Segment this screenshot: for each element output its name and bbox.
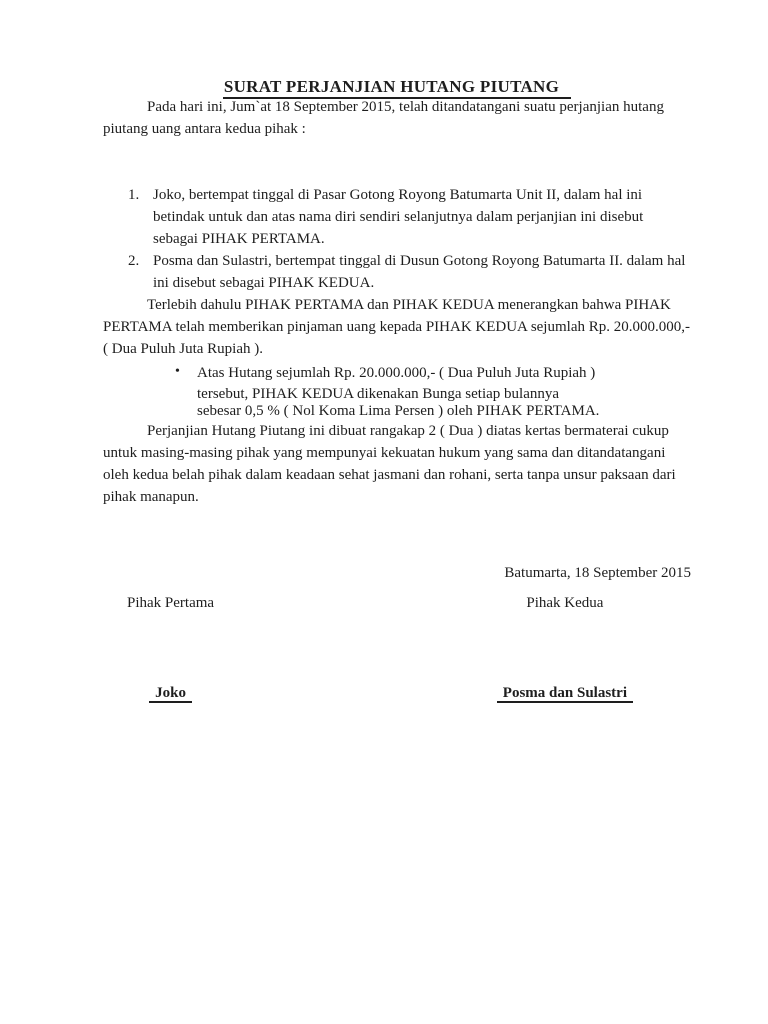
list-number-second: 2.	[128, 253, 140, 269]
first-party-signature-name	[127, 682, 214, 704]
interest-clause-line-1: Atas Hutang sejumlah Rp. 20.000.000,- ( Dua Puluh Juta Rupiah )	[197, 365, 596, 381]
closing-paragraph: Perjanjian Hutang Piutang ini dibuat rangakap 2 ( Dua ) diatas kertas bermaterai cukup untuk masing-masing pihak yang mempunyai kekuatan hukum yang sama dan ditandatangani oleh kedua belah pihak dalam keadaan sehat jasmani dan rohani, serta tanpa unsur paksaan dari pihak manapun.	[103, 423, 676, 505]
party-text-first: Joko, bertempat tinggal di Pasar Gotong Royong Batumarta Unit II, dalam hal ini betindak untuk dan atas nama diri sendiri selanjutnya dalam perjanjian ini disebut sebagai PIHAK PERTAMA.	[153, 187, 644, 247]
document-title	[103, 78, 691, 96]
second-party-signature-text: Posma dan Sulastri	[497, 685, 633, 703]
party-text-second: Posma dan Sulastri, bertempat tinggal di Dusun Gotong Royong Batumarta II. dalam hal ini disebut sebagai PIHAK KEDUA.	[153, 253, 686, 291]
signature-row	[103, 592, 691, 704]
date-line: Batumarta, 18 September 2015	[504, 565, 691, 581]
opening-paragraph: Pada hari ini, Jum`at 18 September 2015, telah ditandatangani suatu perjanjian hutang piutang uang antara kedua pihak :	[103, 99, 664, 137]
loan-paragraph: Terlebih dahulu PIHAK PERTAMA dan PIHAK KEDUA menerangkan bahwa PIHAK PERTAMA telah memberikan pinjaman uang kepada PIHAK KEDUA sejumlah Rp. 20.000.000,- ( Dua Puluh Juta Rupiah ).	[103, 297, 690, 357]
parties-list	[103, 184, 691, 294]
bullet-icon: •	[175, 364, 180, 379]
interest-clause-line-2: tersebut, PIHAK KEDUA dikenakan Bunga setiap bulannya	[197, 386, 560, 402]
second-party-column	[497, 592, 633, 704]
second-party-label: Pihak Kedua	[526, 595, 604, 611]
list-number-first: 1.	[128, 187, 140, 203]
party-item-second	[128, 250, 691, 294]
document-title-text: SURAT PERJANJIAN HUTANG PIUTANG	[223, 77, 571, 99]
party-item-first	[128, 184, 691, 250]
interest-clause-line-3: sebesar 0,5 % ( Nol Koma Lima Persen ) oleh PIHAK PERTAMA.	[197, 403, 600, 419]
second-party-signature-name	[497, 682, 633, 704]
first-party-label: Pihak Pertama	[127, 595, 215, 611]
interest-clause	[103, 362, 691, 420]
first-party-signature-text: Joko	[149, 685, 192, 703]
first-party-column	[127, 592, 214, 704]
